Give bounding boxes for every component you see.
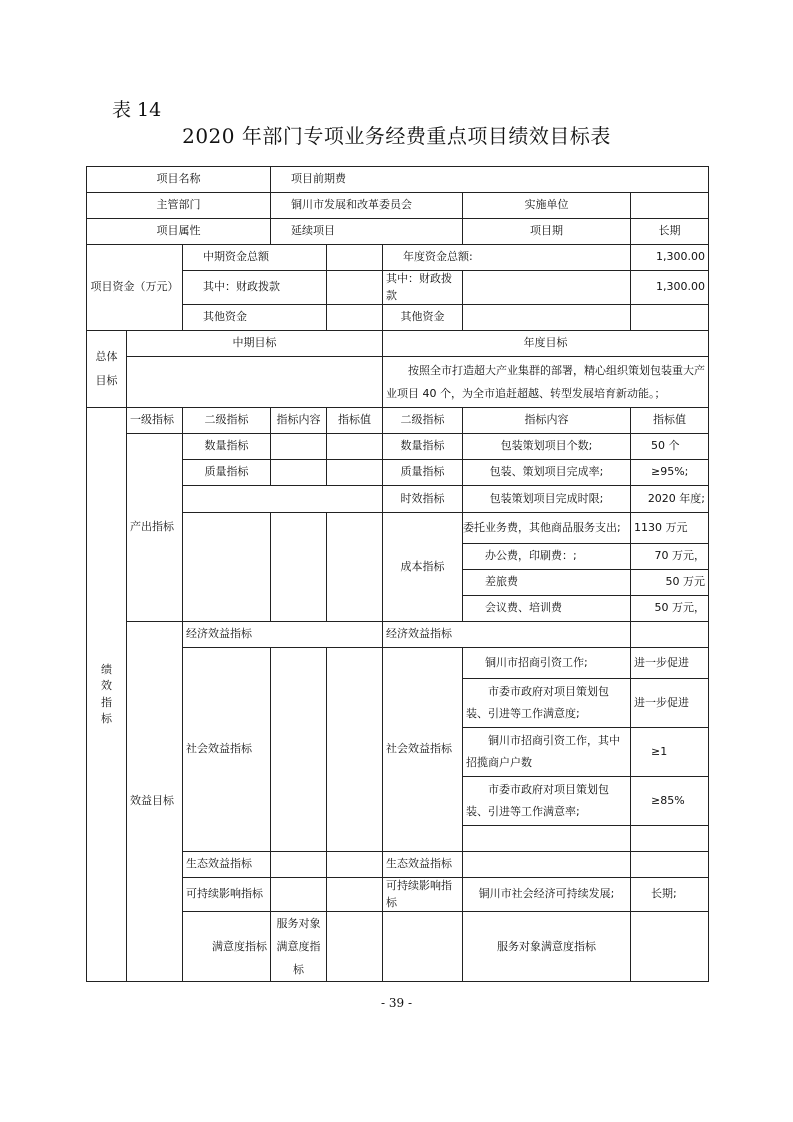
quality-mid-content [271,460,327,486]
overall-target-label [87,331,127,408]
project-name-value: 项目前期费 [271,167,709,193]
ecological-mid-content [271,852,327,878]
ecological-mid-value [327,852,383,878]
quantity-mid-value [327,434,383,460]
indicator-header-row [87,408,709,434]
implementing-unit-label: 实施单位 [463,193,631,219]
cost-content-3: 差旅费 [463,570,631,596]
project-name-row [87,167,709,193]
quality-value: ≥95%; [631,460,709,486]
quality-content: 包装、策划项目完成率; [463,460,631,486]
annual-other-label: 其他资金 [383,305,463,331]
sustain-value: 长期; [631,878,709,912]
value-header: 指标值 [327,408,383,434]
level2-annual-header: 二级指标 [383,408,463,434]
sustain-mid-value [327,878,383,912]
funds-total-row [87,245,709,271]
service-satisfaction-label-annual: 服务对象满意度指标 [463,912,631,982]
ecological-label-annual: 生态效益指标 [383,852,463,878]
social-mid-value [327,648,383,852]
mid-fiscal-value [327,271,383,305]
economic-value [631,622,709,648]
implementing-unit-value [631,193,709,219]
social-content-3: 铜川市招商引资工作，其中招揽商户户数 [463,728,631,777]
timeliness-content: 包装策划项目完成时限; [463,486,631,513]
quality-mid-value [327,460,383,486]
quantity-mid-content [271,434,327,460]
cost-value-4: 50 万元， [631,596,709,622]
quantity-content: 包装策划项目个数; [463,434,631,460]
project-attribute-value: 延续项目 [271,219,463,245]
project-attribute-row [87,219,709,245]
cost-value-3: 50 万元 [631,570,709,596]
social-mid-content [271,648,327,852]
service-satisfaction-content [631,912,709,982]
cost-label: 成本指标 [383,513,463,622]
ecological-label: 生态效益指标 [183,852,271,878]
quality-label-annual: 质量指标 [383,460,463,486]
timeliness-mid-cell [183,486,383,513]
annual-fiscal-value: 1,300.00 [631,271,709,305]
cost-value-2: 70 万元， [631,544,709,570]
performance-indicator-label [87,408,127,982]
service-satisfaction-label: 服务对象满意度指标 [271,912,327,982]
social-content-2: 市委市政府对项目策划包装、引进等工作满意度; [463,679,631,728]
social-value-1: 进一步促进 [631,648,709,679]
overall-target-header-row [87,331,709,357]
social-content-5 [463,826,631,852]
cost-content-2: 办公费，印刷费：; [463,544,631,570]
timeliness-value: 2020 年度; [631,486,709,513]
document-title: 2020 年部门专项业务经费重点项目绩效目标表 [182,124,611,148]
annual-target-header: 年度目标 [383,331,709,357]
social-label: 社会效益指标 [183,648,271,852]
page-number: - 39 - [380,996,412,1010]
annual-other-spacer [463,305,631,331]
economic-row [87,622,709,648]
department-label: 主管部门 [87,193,271,219]
content-annual-header: 指标内容 [463,408,631,434]
indicator-label-char-4: 标 [101,712,112,726]
economic-label: 经济效益指标 [183,622,383,648]
quality-label: 质量指标 [183,460,271,486]
sustain-content: 铜川市社会经济可持续发展; [463,878,631,912]
department-row [87,193,709,219]
mid-target-text [127,357,383,408]
social-label-annual: 社会效益指标 [383,648,463,852]
mid-other-value [327,305,383,331]
indicator-label-char-1: 绩 [101,662,112,676]
social-value-4: ≥85% [631,777,709,826]
quantity-value: 50 个 [631,434,709,460]
level1-header: 一级指标 [127,408,183,434]
overall-target-label-line2: 目标 [95,374,118,387]
sustain-label: 可持续影响指标 [183,878,271,912]
indicator-label-char-2: 效 [101,679,112,693]
content-header: 指标内容 [271,408,327,434]
annual-other-value [631,305,709,331]
annual-total-label: 年度资金总额: [383,245,631,271]
overall-target-label-line1: 总体 [95,349,118,363]
performance-target-table [86,166,709,982]
quantity-row [87,434,709,460]
project-funds-label: 项目资金（万元） [87,245,183,331]
satisfaction-label: 满意度指标 [183,912,271,982]
project-period-value: 长期 [631,219,709,245]
table-label: 表 14 [112,99,162,121]
cost-mid-value [327,513,383,622]
mid-fiscal-label: 其中：财政拨款 [183,271,327,305]
overall-target-body-row [87,357,709,408]
cost-content-4: 会议费、培训费 [463,596,631,622]
cost-mid-level2 [183,513,271,622]
service-satisfaction-mid-value [383,912,463,982]
annual-total-value: 1,300.00 [631,245,709,271]
ecological-content [463,852,631,878]
social-value-3: ≥1 [631,728,709,777]
project-period-label: 项目期 [463,219,631,245]
value-annual-header: 指标值 [631,408,709,434]
indicator-label-char-3: 指 [101,695,112,709]
annual-fiscal-spacer [463,271,631,305]
output-indicator-label: 产出指标 [127,434,183,622]
project-name-label: 项目名称 [87,167,271,193]
economic-label-annual: 经济效益指标 [383,622,631,648]
quantity-label-annual: 数量指标 [383,434,463,460]
cost-content-1: 委托业务费，其他商品服务支出; [463,513,631,544]
timeliness-label: 时效指标 [383,486,463,513]
mid-target-header: 中期目标 [127,331,383,357]
annual-target-text: 按照全市打造超大产业集群的部署，精心组织策划包装重大产业项目 40 个，为全市追赶超越、转型发展培育新动能。； [383,357,709,408]
mid-total-value [327,245,383,271]
quantity-label: 数量指标 [183,434,271,460]
cost-mid-content [271,513,327,622]
mid-total-label: 中期资金总额 [183,245,327,271]
ecological-value [631,852,709,878]
department-value: 铜川市发展和改革委员会 [271,193,463,219]
benefit-target-label: 效益目标 [127,622,183,982]
social-value-2: 进一步促进 [631,679,709,728]
social-content-1: 铜川市招商引资工作; [463,648,631,679]
annual-fiscal-label: 其中：财政拨款 [383,271,463,305]
sustain-label-annual: 可持续影响指标 [383,878,463,912]
social-content-4: 市委市政府对项目策划包装、引进等工作满意率; [463,777,631,826]
sustain-mid-content [271,878,327,912]
social-value-5 [631,826,709,852]
service-satisfaction-mid-content [327,912,383,982]
level2-header: 二级指标 [183,408,271,434]
project-attribute-label: 项目属性 [87,219,271,245]
mid-other-label: 其他资金 [183,305,327,331]
cost-value-1: 1130 万元 [631,513,709,544]
